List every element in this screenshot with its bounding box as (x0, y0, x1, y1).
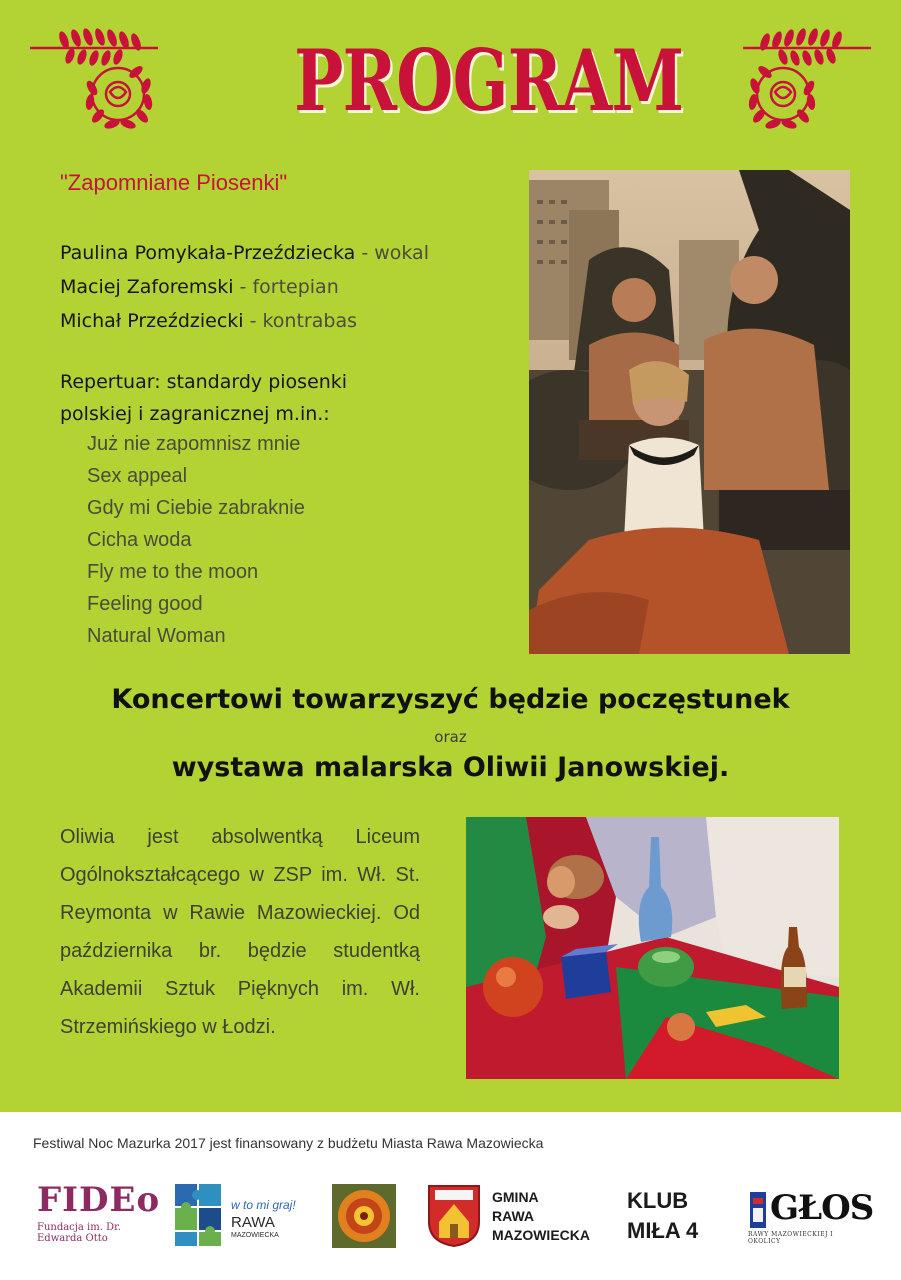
still-life-painting (466, 817, 839, 1079)
list-item: Feeling good (87, 593, 203, 615)
repertoire-line: polskiej i zagranicznej m.in.: (60, 403, 330, 425)
performer-name: Maciej Zaforemski (60, 276, 234, 298)
song-list (87, 428, 305, 652)
performer-role: - fortepian (233, 276, 339, 298)
list-item: Natural Woman (87, 625, 226, 647)
glos-logo-subtitle: RAWY MAZOWIECKIEJ I OKOLICY (748, 1231, 834, 1245)
performer-role: - kontrabas (243, 310, 357, 332)
band-photo (529, 170, 850, 654)
rawa-name: RAWA (231, 1214, 275, 1231)
list-item: Gdy mi Ciebie zabraknie (87, 497, 305, 519)
performer-list (60, 236, 429, 338)
performer-item (60, 304, 429, 338)
announcement-line: wystawa malarska Oliwii Janowskiej. (171, 752, 730, 783)
performer-name: Paulina Pomykała-Przeździecka (60, 242, 356, 264)
concert-title: "Zapomniane Piosenki" (60, 170, 288, 195)
performer-item (60, 236, 429, 270)
funding-note: Festiwal Noc Mazurka 2017 jest finansowany z budżetu Miasta Rawa Mazowiecka (33, 1135, 544, 1151)
rawa-logo (173, 1180, 313, 1250)
puzzle-icon (173, 1182, 225, 1248)
performer-name: Michał Przeździecki (60, 310, 244, 332)
gmina-line: MAZOWIECKA (492, 1227, 590, 1243)
performer-role: - wokal (355, 242, 429, 264)
gmina-logo (425, 1180, 615, 1250)
fideo-logo (37, 1180, 161, 1250)
gmina-line: RAWA (492, 1208, 534, 1224)
announcement-conjunction: oraz (434, 728, 467, 746)
list-item: Sex appeal (87, 465, 188, 487)
klub-line: KLUB (627, 1188, 689, 1213)
glos-logo (748, 1188, 874, 1258)
rawa-tagline: w to mi graj! (231, 1198, 296, 1212)
repertoire-line: Repertuar: standardy piosenki (60, 371, 348, 393)
klub-mila-logo (627, 1186, 727, 1256)
klub-line: MIŁA 4 (627, 1218, 699, 1243)
list-item: Fly me to the moon (87, 561, 259, 583)
fideo-logo-text: FIDEo (37, 1180, 161, 1220)
mandala-logo (332, 1184, 396, 1248)
list-item: Już nie zapomnisz mnie (87, 433, 301, 455)
artist-bio: Oliwia jest absolwentką Liceum Ogólnokształcącego w ZSP im. Wł. St. Reymonta w Rawie Mazowieckiej. Od października br. będzie studentką Akademii Sztuk Pięknych im. Wł. Strzemińskiego w Łodzi. (60, 826, 420, 1038)
laurel-ornament-icon (737, 26, 877, 136)
rawa-subtitle: MAZOWIECKA (231, 1232, 279, 1239)
performer-item (60, 270, 429, 304)
coat-of-arms-icon (425, 1182, 483, 1248)
repertoire-heading (60, 366, 480, 430)
announcement-line: Koncertowi towarzyszyć będzie poczęstunek (111, 684, 790, 715)
gmina-text (492, 1188, 590, 1245)
newspaper-emblem-icon (748, 1190, 768, 1230)
list-item: Cicha woda (87, 529, 192, 551)
gmina-line: GMINA (492, 1189, 539, 1205)
laurel-ornament-icon (24, 26, 164, 136)
glos-logo-text: GŁOS (770, 1188, 874, 1228)
fideo-logo-subtitle: Fundacja im. Dr. Edwarda Otto (37, 1222, 121, 1244)
page-title: PROGRAM (294, 31, 684, 130)
